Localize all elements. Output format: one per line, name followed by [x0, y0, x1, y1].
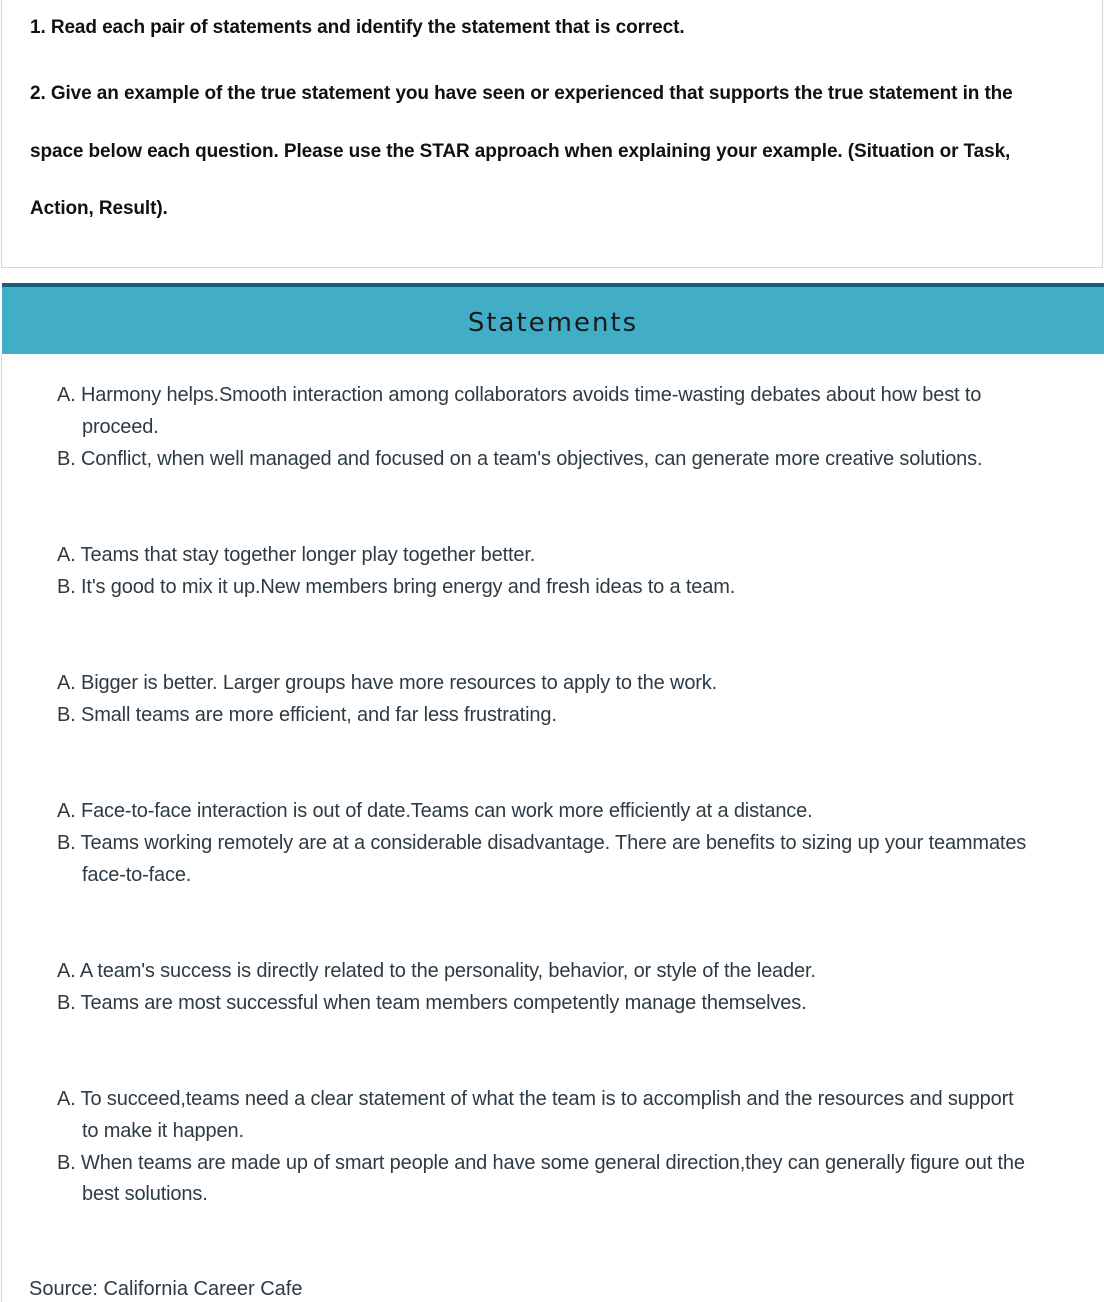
statement-2a: A. Teams that stay together longer play together better.	[57, 544, 536, 566]
statement-1b: B. Conflict, when well managed and focused on a team's objectives, can generate more creative solutions.	[57, 448, 983, 470]
statement-2b: B. It's good to mix it up.New members bring energy and fresh ideas to a team.	[57, 576, 736, 598]
statement-6a-cont: to make it happen.	[82, 1120, 244, 1142]
statement-3b: B. Small teams are more efficient, and far less frustrating.	[57, 704, 557, 726]
statement-5b: B. Teams are most successful when team members competently manage themselves.	[57, 992, 807, 1014]
instruction-2-cont: space below each question. Please use the STAR approach when explaining your example. (Situation or Task,	[30, 141, 1011, 162]
statement-5a: A. A team's success is directly related to the personality, behavior, or style of the leader.	[57, 960, 816, 982]
source-credit: Source: California Career Cafe	[29, 1278, 303, 1300]
instructions-panel	[1, 0, 1103, 268]
statements-banner	[2, 283, 1104, 354]
statement-6b: B. When teams are made up of smart people and have some general direction,they can generally figure out the	[57, 1152, 1025, 1174]
instruction-2: 2. Give an example of the true statement you have seen or experienced that supports the true statement in the	[30, 83, 1013, 104]
statement-6b-cont: best solutions.	[82, 1183, 208, 1205]
statement-3a: A. Bigger is better. Larger groups have more resources to apply to the work.	[57, 672, 718, 694]
statement-4b: B. Teams working remotely are at a considerable disadvantage. There are benefits to sizing up your teammates	[57, 832, 1027, 854]
banner-title: Statements	[467, 308, 639, 338]
statement-6a: A. To succeed,teams need a clear statement of what the team is to accomplish and the resources and support	[57, 1088, 1014, 1110]
statement-4b-cont: face-to-face.	[82, 864, 192, 886]
instruction-2-end: Action, Result).	[30, 198, 168, 219]
instruction-1: 1. Read each pair of statements and identify the statement that is correct.	[30, 17, 685, 38]
statement-1a: A. Harmony helps.Smooth interaction among collaborators avoids time-wasting debates about how best to	[57, 384, 982, 406]
statement-1a-cont: proceed.	[82, 416, 159, 438]
statement-4a: A. Face-to-face interaction is out of date.Teams can work more efficiently at a distance.	[57, 800, 813, 822]
